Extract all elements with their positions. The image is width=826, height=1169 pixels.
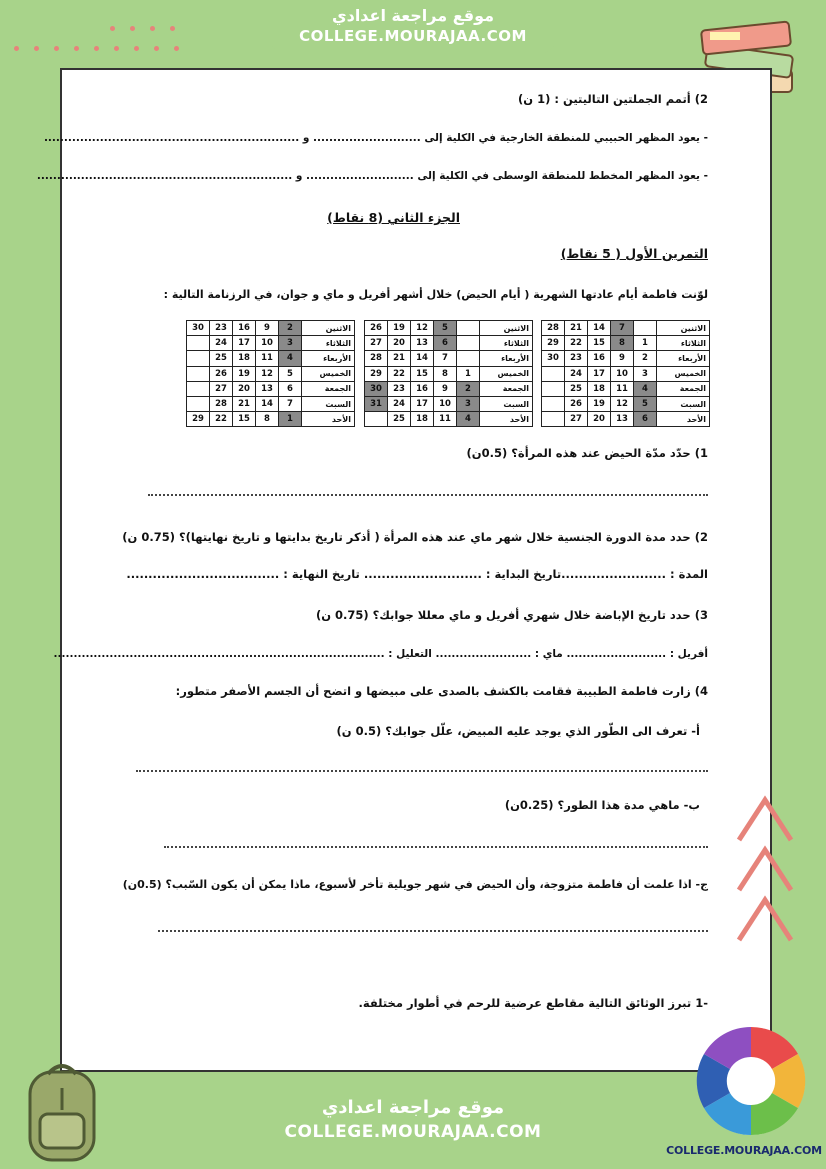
calendar-row [187, 381, 355, 396]
calendar-row [187, 321, 355, 336]
calendar-row [365, 351, 533, 366]
question-2-fill: المدة : ........................تاريخ البداية : ........................... تاريخ النهاية : ................................... [126, 567, 708, 581]
date-cell: 1 [634, 336, 657, 351]
day-label: الأربعاء [657, 351, 710, 366]
dot [94, 46, 99, 51]
calendar-row [187, 336, 355, 351]
question-4b: ب- ماهي مدة هذا الطور؟ (0.25ن) [504, 798, 700, 812]
dot [14, 46, 19, 51]
date-cell: 21 [233, 396, 256, 411]
date-cell: 27 [365, 336, 388, 351]
calendar-row [542, 366, 710, 381]
calendar-row [542, 412, 710, 427]
part-two-title: الجزء الثاني (8 نقاط) [327, 210, 460, 225]
date-cell: 11 [256, 351, 279, 366]
date-cell [187, 381, 210, 396]
calendar-row [542, 321, 710, 336]
date-cell [187, 366, 210, 381]
answer-line[interactable] [158, 930, 708, 932]
top-banner [264, 0, 562, 56]
day-label: الثلاثاء [302, 336, 355, 351]
day-label: الاثنين [302, 321, 355, 336]
dot [174, 46, 179, 51]
date-cell: 17 [411, 396, 434, 411]
date-cell: 5 [434, 321, 457, 336]
date-cell: 12 [611, 396, 634, 411]
day-label: الأحد [302, 412, 355, 427]
date-cell: 20 [588, 412, 611, 427]
dot [114, 46, 119, 51]
calendar-april [541, 320, 710, 427]
date-cell: 11 [434, 412, 457, 427]
date-cell: 22 [210, 412, 233, 427]
date-cell: 10 [434, 396, 457, 411]
dot [150, 26, 155, 31]
date-cell: 11 [611, 381, 634, 396]
day-label: الثلاثاء [657, 336, 710, 351]
day-label: السبت [302, 396, 355, 411]
date-cell: 26 [365, 321, 388, 336]
bottom-banner [264, 1082, 562, 1169]
date-cell: 10 [611, 366, 634, 381]
date-cell: 9 [611, 351, 634, 366]
dot [154, 46, 159, 51]
day-label: الأربعاء [302, 351, 355, 366]
day-label: الجمعة [657, 381, 710, 396]
date-cell: 6 [279, 381, 302, 396]
answer-line[interactable] [148, 494, 708, 496]
date-cell: 3 [634, 366, 657, 381]
day-label: الأحد [480, 412, 533, 427]
day-label: الجمعة [302, 381, 355, 396]
date-cell: 17 [588, 366, 611, 381]
calendar-row [542, 336, 710, 351]
answer-line[interactable] [136, 770, 708, 772]
decorative-dots [10, 26, 210, 66]
dot [134, 46, 139, 51]
date-cell [457, 336, 480, 351]
date-cell: 8 [611, 336, 634, 351]
date-cell: 29 [542, 336, 565, 351]
dot [110, 26, 115, 31]
site-name: موقع مراجعة اعدادي [331, 6, 495, 25]
calendar-row [187, 351, 355, 366]
backpack-icon [12, 1058, 112, 1164]
date-cell: 1 [279, 412, 302, 427]
date-cell: 26 [210, 366, 233, 381]
date-cell: 9 [256, 321, 279, 336]
date-cell: 23 [210, 321, 233, 336]
day-label: الخميس [480, 366, 533, 381]
date-cell: 4 [279, 351, 302, 366]
date-cell: 13 [411, 336, 434, 351]
day-label: الجمعة [480, 381, 533, 396]
question-4c: ج- اذا علمت أن فاطمة متزوجة، وأن الحيض في شهر جويلية تأخر لأسبوع، ماذا يمكن أن يكون السّبب؟ (0.5ن) [122, 878, 708, 891]
date-cell: 12 [256, 366, 279, 381]
day-label: الاثنين [657, 321, 710, 336]
date-cell: 14 [411, 351, 434, 366]
day-label: السبت [657, 396, 710, 411]
date-cell: 25 [565, 381, 588, 396]
date-cell [187, 336, 210, 351]
day-label: الاثنين [480, 321, 533, 336]
date-cell: 7 [611, 321, 634, 336]
date-cell: 7 [279, 396, 302, 411]
date-cell: 14 [256, 396, 279, 411]
date-cell: 2 [279, 321, 302, 336]
date-cell [634, 321, 657, 336]
site-logo-icon [695, 1025, 807, 1137]
date-cell: 23 [388, 381, 411, 396]
calendar-row [187, 412, 355, 427]
date-cell: 4 [457, 412, 480, 427]
date-cell: 13 [256, 381, 279, 396]
calendar-row [365, 412, 533, 427]
date-cell: 14 [588, 321, 611, 336]
date-cell: 16 [411, 381, 434, 396]
date-cell: 31 [365, 396, 388, 411]
date-cell: 29 [187, 412, 210, 427]
exercise-one-title: التمرين الأول ( 5 نقاط) [560, 246, 708, 261]
date-cell: 2 [634, 351, 657, 366]
date-cell: 28 [210, 396, 233, 411]
date-cell: 16 [588, 351, 611, 366]
calendar-row [187, 366, 355, 381]
calendar-row [187, 396, 355, 411]
date-cell [542, 412, 565, 427]
question-3-fill: أفريل : ......................... ماي : ........................ التعليل : ................................................................................... [53, 648, 708, 660]
date-cell: 15 [411, 366, 434, 381]
date-cell: 18 [233, 351, 256, 366]
calendar-row [365, 321, 533, 336]
date-cell: 3 [279, 336, 302, 351]
date-cell: 30 [365, 381, 388, 396]
day-label: الخميس [657, 366, 710, 381]
calendar-row [542, 396, 710, 411]
date-cell: 30 [187, 321, 210, 336]
date-cell: 22 [565, 336, 588, 351]
date-cell: 21 [565, 321, 588, 336]
question-4: 4) زارت فاطمة الطبيبة فقامت بالكشف بالصدى على مبيضها و اتضح أن الجسم الأصفر متطور: [175, 684, 708, 698]
date-cell: 4 [634, 381, 657, 396]
site-url[interactable]: COLLEGE.MOURAJAA.COM [299, 27, 527, 45]
date-cell: 27 [565, 412, 588, 427]
day-label: الأحد [657, 412, 710, 427]
calendar-may [364, 320, 533, 427]
date-cell: 15 [588, 336, 611, 351]
date-cell [457, 321, 480, 336]
chevron-up-icon [735, 790, 795, 970]
calendar-row [365, 366, 533, 381]
date-cell: 6 [634, 412, 657, 427]
logo-caption[interactable]: COLLEGE.MOURAJAA.COM [666, 1144, 822, 1157]
date-cell: 10 [256, 336, 279, 351]
calendar-row [542, 381, 710, 396]
exam-sheet [36, 68, 772, 1072]
calendar-row [542, 351, 710, 366]
date-cell: 20 [233, 381, 256, 396]
date-cell: 28 [542, 321, 565, 336]
calendar-row [365, 381, 533, 396]
day-label: الثلاثاء [480, 336, 533, 351]
date-cell: 24 [388, 396, 411, 411]
calendar-june [186, 320, 355, 427]
date-cell: 6 [434, 336, 457, 351]
date-cell: 2 [457, 381, 480, 396]
question-2: 2) حدد مدة الدورة الجنسية خلال شهر ماي عند هذه المرأة ( أذكر تاريخ بدايتها و تاريخ نهايتها)؟ (0.75 ن) [122, 530, 708, 544]
date-cell: 28 [365, 351, 388, 366]
date-cell: 18 [588, 381, 611, 396]
day-label: الأربعاء [480, 351, 533, 366]
date-cell [542, 396, 565, 411]
date-cell: 13 [611, 412, 634, 427]
date-cell: 21 [388, 351, 411, 366]
dot [54, 46, 59, 51]
question-4a: أ- تعرف الى الطّور الذي يوجد عليه المبيض، علّل جوابك؟ (0.5 ن) [336, 724, 700, 738]
date-cell: 24 [210, 336, 233, 351]
date-cell: 19 [233, 366, 256, 381]
answer-line[interactable] [164, 846, 708, 848]
dot [34, 46, 39, 51]
date-cell: 19 [388, 321, 411, 336]
date-cell: 3 [457, 396, 480, 411]
date-cell: 29 [365, 366, 388, 381]
date-cell: 25 [210, 351, 233, 366]
date-cell: 27 [210, 381, 233, 396]
dot [170, 26, 175, 31]
date-cell: 23 [565, 351, 588, 366]
question-1: 1) حدّد مدّة الحيض عند هذه المرأة؟ (0.5ن) [466, 446, 708, 460]
date-cell: 8 [256, 412, 279, 427]
calendar-row [365, 336, 533, 351]
prev-question-2: 2) أتمم الجملتين التاليتين : (1 ن) [518, 92, 708, 106]
site-name: موقع مراجعة اعدادي [321, 1097, 505, 1118]
date-cell [542, 381, 565, 396]
date-cell: 26 [565, 396, 588, 411]
date-cell: 16 [233, 321, 256, 336]
question-3: 3) حدد تاريخ الإباضة خلال شهري أفريل و ماي معللا جوابك؟ (0.75 ن) [315, 608, 708, 622]
date-cell [457, 351, 480, 366]
date-cell: 9 [434, 381, 457, 396]
date-cell: 19 [588, 396, 611, 411]
date-cell: 20 [388, 336, 411, 351]
calendar-row [365, 396, 533, 411]
site-url[interactable]: COLLEGE.MOURAJAA.COM [284, 1122, 542, 1142]
date-cell [365, 412, 388, 427]
date-cell: 12 [411, 321, 434, 336]
last-question: -1 تبرز الوثائق التالية مقاطع عرضية للرحم في أطوار مختلفة. [358, 996, 708, 1010]
date-cell: 24 [565, 366, 588, 381]
intro-text: لوّنت فاطمة أيام عادتها الشهرية ( أيام الحيض) خلال أشهر أفريل و ماي و جوان، في الرزنامة التالية : [163, 288, 708, 301]
date-cell: 18 [411, 412, 434, 427]
date-cell [542, 366, 565, 381]
date-cell: 25 [388, 412, 411, 427]
prev-line-2: - يعود المظهر المخطط للمنطقة الوسطى في الكلية إلى ........................... و ................................................................ [36, 170, 708, 182]
date-cell: 15 [233, 412, 256, 427]
prev-line-1: - يعود المظهر الحبيبي للمنطقة الخارجية في الكلية إلى ........................... و ................................................................ [43, 132, 708, 144]
date-cell [187, 396, 210, 411]
date-cell: 5 [634, 396, 657, 411]
dot [130, 26, 135, 31]
date-cell: 22 [388, 366, 411, 381]
dot [74, 46, 79, 51]
date-cell: 17 [233, 336, 256, 351]
date-cell: 5 [279, 366, 302, 381]
day-label: الخميس [302, 366, 355, 381]
date-cell: 1 [457, 366, 480, 381]
day-label: السبت [480, 396, 533, 411]
date-cell: 7 [434, 351, 457, 366]
date-cell [187, 351, 210, 366]
date-cell: 8 [434, 366, 457, 381]
date-cell: 30 [542, 351, 565, 366]
